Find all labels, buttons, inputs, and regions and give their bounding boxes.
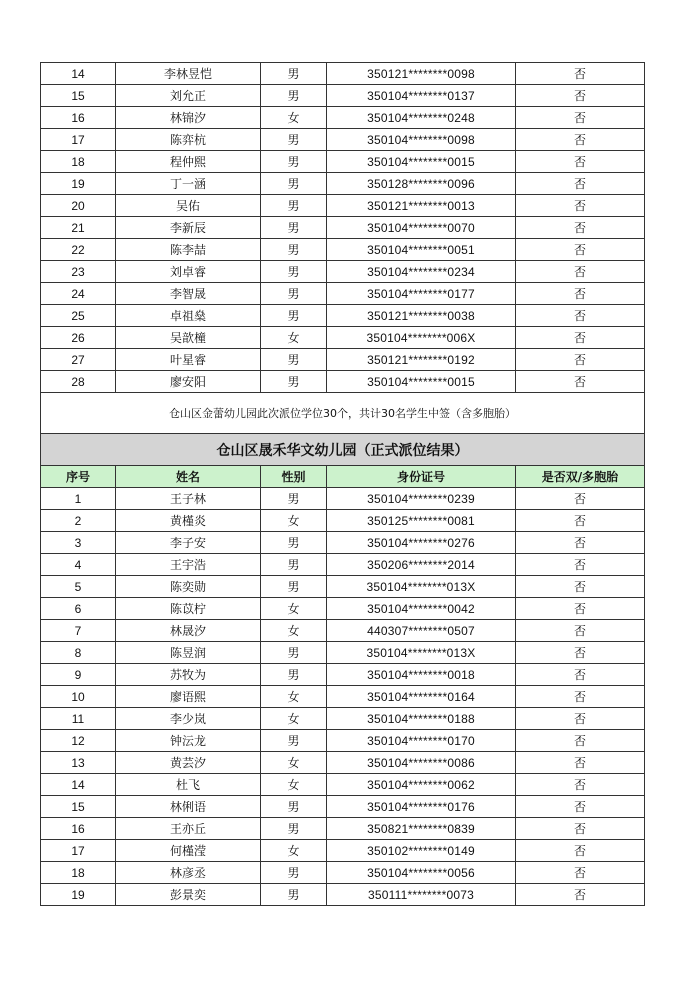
table-row	[41, 532, 645, 554]
cell-name: 杜飞	[116, 774, 261, 796]
cell-gender: 女	[261, 510, 327, 532]
cell-gender: 男	[261, 261, 327, 283]
cell-no: 24	[41, 283, 116, 305]
cell-multi: 否	[516, 488, 645, 510]
cell-multi: 否	[516, 862, 645, 884]
cell-no: 16	[41, 107, 116, 129]
section1-footer	[41, 393, 645, 434]
cell-gender: 女	[261, 107, 327, 129]
cell-no: 11	[41, 708, 116, 730]
cell-no: 15	[41, 85, 116, 107]
cell-gender: 男	[261, 305, 327, 327]
cell-id: 350104********013X	[327, 576, 516, 598]
cell-gender: 女	[261, 840, 327, 862]
cell-name: 王宇浩	[116, 554, 261, 576]
table-row	[41, 510, 645, 532]
cell-id: 350104********0234	[327, 261, 516, 283]
cell-multi: 否	[516, 129, 645, 151]
cell-name: 丁一涵	[116, 173, 261, 195]
table-row	[41, 818, 645, 840]
cell-id: 350104********0070	[327, 217, 516, 239]
cell-multi: 否	[516, 63, 645, 85]
cell-no: 20	[41, 195, 116, 217]
section-title-row	[41, 434, 645, 466]
cell-name: 李少岚	[116, 708, 261, 730]
section1-body	[41, 63, 645, 393]
cell-name: 林俐语	[116, 796, 261, 818]
cell-id: 350104********0137	[327, 85, 516, 107]
cell-no: 17	[41, 840, 116, 862]
cell-id: 350104********0170	[327, 730, 516, 752]
cell-gender: 男	[261, 884, 327, 906]
cell-id: 350206********2014	[327, 554, 516, 576]
cell-gender: 男	[261, 730, 327, 752]
cell-id: 350104********0051	[327, 239, 516, 261]
cell-gender: 男	[261, 488, 327, 510]
cell-multi: 否	[516, 217, 645, 239]
table-row	[41, 488, 645, 510]
cell-no: 16	[41, 818, 116, 840]
cell-multi: 否	[516, 305, 645, 327]
cell-multi: 否	[516, 532, 645, 554]
table-row	[41, 664, 645, 686]
table-row	[41, 774, 645, 796]
cell-no: 12	[41, 730, 116, 752]
table-row	[41, 195, 645, 217]
cell-name: 何槿滢	[116, 840, 261, 862]
cell-gender: 女	[261, 327, 327, 349]
cell-name: 陈弈杭	[116, 129, 261, 151]
cell-id: 350104********0098	[327, 129, 516, 151]
cell-no: 13	[41, 752, 116, 774]
cell-name: 彭景奕	[116, 884, 261, 906]
cell-multi: 否	[516, 349, 645, 371]
cell-gender: 女	[261, 774, 327, 796]
cell-id: 350104********0239	[327, 488, 516, 510]
cell-gender: 男	[261, 283, 327, 305]
cell-name: 钟沄龙	[116, 730, 261, 752]
cell-id: 350121********0038	[327, 305, 516, 327]
cell-name: 黄槿炎	[116, 510, 261, 532]
cell-no: 8	[41, 642, 116, 664]
cell-no: 10	[41, 686, 116, 708]
cell-gender: 女	[261, 686, 327, 708]
cell-gender: 男	[261, 239, 327, 261]
cell-id: 350104********0042	[327, 598, 516, 620]
column-header-row	[41, 466, 645, 488]
table-row	[41, 239, 645, 261]
cell-no: 7	[41, 620, 116, 642]
cell-id: 350104********0086	[327, 752, 516, 774]
cell-id: 350111********0073	[327, 884, 516, 906]
cell-name: 林彦丞	[116, 862, 261, 884]
table-row	[41, 349, 645, 371]
cell-gender: 女	[261, 620, 327, 642]
cell-name: 吴佑	[116, 195, 261, 217]
table-row	[41, 730, 645, 752]
cell-no: 6	[41, 598, 116, 620]
header-no: 序号	[41, 466, 116, 488]
cell-no: 14	[41, 63, 116, 85]
cell-multi: 否	[516, 840, 645, 862]
cell-name: 李智晟	[116, 283, 261, 305]
section2-header	[41, 434, 645, 488]
cell-gender: 男	[261, 151, 327, 173]
cell-gender: 男	[261, 349, 327, 371]
cell-gender: 男	[261, 554, 327, 576]
cell-no: 23	[41, 261, 116, 283]
cell-gender: 女	[261, 752, 327, 774]
table-row	[41, 173, 645, 195]
cell-gender: 男	[261, 532, 327, 554]
cell-no: 5	[41, 576, 116, 598]
cell-name: 李林昱恺	[116, 63, 261, 85]
cell-multi: 否	[516, 752, 645, 774]
cell-multi: 否	[516, 371, 645, 393]
cell-id: 350821********0839	[327, 818, 516, 840]
cell-gender: 男	[261, 371, 327, 393]
cell-id: 350104********0176	[327, 796, 516, 818]
cell-no: 25	[41, 305, 116, 327]
cell-id: 350104********0015	[327, 371, 516, 393]
cell-name: 林锦汐	[116, 107, 261, 129]
table-row	[41, 107, 645, 129]
cell-no: 22	[41, 239, 116, 261]
cell-multi: 否	[516, 327, 645, 349]
cell-name: 黄芸汐	[116, 752, 261, 774]
cell-multi: 否	[516, 598, 645, 620]
table-row	[41, 554, 645, 576]
cell-gender: 男	[261, 217, 327, 239]
cell-multi: 否	[516, 796, 645, 818]
table-row	[41, 686, 645, 708]
cell-id: 350104********0188	[327, 708, 516, 730]
cell-no: 3	[41, 532, 116, 554]
cell-id: 350104********013X	[327, 642, 516, 664]
cell-gender: 男	[261, 173, 327, 195]
cell-name: 吴歆橦	[116, 327, 261, 349]
cell-name: 叶星睿	[116, 349, 261, 371]
cell-name: 廖语熙	[116, 686, 261, 708]
cell-id: 350104********006X	[327, 327, 516, 349]
header-name: 姓名	[116, 466, 261, 488]
cell-id: 350104********0056	[327, 862, 516, 884]
table-row	[41, 151, 645, 173]
header-gender: 性别	[261, 466, 327, 488]
cell-id: 350104********0018	[327, 664, 516, 686]
cell-no: 18	[41, 151, 116, 173]
summary-note: 仓山区金蕾幼儿园此次派位学位30个，共计30名学生中签（含多胞胎）	[41, 393, 645, 434]
cell-no: 21	[41, 217, 116, 239]
cell-gender: 男	[261, 63, 327, 85]
cell-multi: 否	[516, 642, 645, 664]
cell-name: 陈奕勋	[116, 576, 261, 598]
cell-multi: 否	[516, 195, 645, 217]
header-id: 身份证号	[327, 466, 516, 488]
cell-id: 350125********0081	[327, 510, 516, 532]
cell-multi: 否	[516, 774, 645, 796]
section2-body	[41, 488, 645, 906]
table-row	[41, 305, 645, 327]
cell-multi: 否	[516, 283, 645, 305]
cell-id: 350104********0248	[327, 107, 516, 129]
table-row	[41, 642, 645, 664]
cell-multi: 否	[516, 173, 645, 195]
cell-multi: 否	[516, 261, 645, 283]
cell-multi: 否	[516, 85, 645, 107]
cell-name: 廖安阳	[116, 371, 261, 393]
table-row	[41, 708, 645, 730]
cell-id: 350121********0192	[327, 349, 516, 371]
table-row	[41, 261, 645, 283]
cell-name: 刘允正	[116, 85, 261, 107]
cell-id: 350104********0062	[327, 774, 516, 796]
cell-gender: 男	[261, 195, 327, 217]
cell-name: 李子安	[116, 532, 261, 554]
cell-name: 苏牧为	[116, 664, 261, 686]
table-row	[41, 327, 645, 349]
cell-multi: 否	[516, 151, 645, 173]
cell-gender: 男	[261, 576, 327, 598]
table-row	[41, 598, 645, 620]
table-row	[41, 283, 645, 305]
cell-name: 陈昱润	[116, 642, 261, 664]
cell-multi: 否	[516, 576, 645, 598]
cell-multi: 否	[516, 664, 645, 686]
cell-multi: 否	[516, 107, 645, 129]
table-row	[41, 371, 645, 393]
cell-id: 350128********0096	[327, 173, 516, 195]
cell-id: 350102********0149	[327, 840, 516, 862]
cell-no: 28	[41, 371, 116, 393]
cell-id: 350121********0013	[327, 195, 516, 217]
cell-gender: 男	[261, 796, 327, 818]
cell-name: 林晟汐	[116, 620, 261, 642]
cell-multi: 否	[516, 730, 645, 752]
cell-name: 程仲熙	[116, 151, 261, 173]
header-multi: 是否双/多胞胎	[516, 466, 645, 488]
cell-gender: 男	[261, 642, 327, 664]
section-title: 仓山区晟禾华文幼儿园（正式派位结果）	[41, 434, 645, 466]
cell-multi: 否	[516, 818, 645, 840]
cell-id: 440307********0507	[327, 620, 516, 642]
cell-gender: 男	[261, 862, 327, 884]
cell-name: 李新辰	[116, 217, 261, 239]
cell-id: 350104********0276	[327, 532, 516, 554]
cell-no: 2	[41, 510, 116, 532]
cell-id: 350121********0098	[327, 63, 516, 85]
cell-multi: 否	[516, 510, 645, 532]
summary-note-row	[41, 393, 645, 434]
table-row	[41, 129, 645, 151]
cell-no: 4	[41, 554, 116, 576]
table-row	[41, 884, 645, 906]
cell-no: 9	[41, 664, 116, 686]
table-row	[41, 796, 645, 818]
cell-id: 350104********0015	[327, 151, 516, 173]
allocation-table	[40, 62, 645, 906]
cell-multi: 否	[516, 554, 645, 576]
cell-gender: 男	[261, 664, 327, 686]
cell-multi: 否	[516, 620, 645, 642]
table-row	[41, 576, 645, 598]
cell-name: 刘卓睿	[116, 261, 261, 283]
cell-no: 19	[41, 884, 116, 906]
cell-name: 陈李喆	[116, 239, 261, 261]
cell-no: 17	[41, 129, 116, 151]
cell-gender: 男	[261, 85, 327, 107]
cell-name: 王亦丘	[116, 818, 261, 840]
cell-no: 15	[41, 796, 116, 818]
cell-no: 19	[41, 173, 116, 195]
table-row	[41, 840, 645, 862]
cell-no: 14	[41, 774, 116, 796]
cell-no: 1	[41, 488, 116, 510]
cell-gender: 男	[261, 129, 327, 151]
cell-gender: 女	[261, 598, 327, 620]
cell-multi: 否	[516, 884, 645, 906]
cell-name: 卓祖燊	[116, 305, 261, 327]
cell-multi: 否	[516, 239, 645, 261]
table-row	[41, 85, 645, 107]
cell-id: 350104********0177	[327, 283, 516, 305]
cell-name: 王子林	[116, 488, 261, 510]
cell-no: 27	[41, 349, 116, 371]
cell-gender: 男	[261, 818, 327, 840]
table-row	[41, 752, 645, 774]
table-row	[41, 63, 645, 85]
cell-name: 陈苡柠	[116, 598, 261, 620]
table-row	[41, 217, 645, 239]
cell-multi: 否	[516, 686, 645, 708]
table-row	[41, 862, 645, 884]
cell-gender: 女	[261, 708, 327, 730]
cell-no: 18	[41, 862, 116, 884]
table-row	[41, 620, 645, 642]
cell-multi: 否	[516, 708, 645, 730]
cell-no: 26	[41, 327, 116, 349]
cell-id: 350104********0164	[327, 686, 516, 708]
